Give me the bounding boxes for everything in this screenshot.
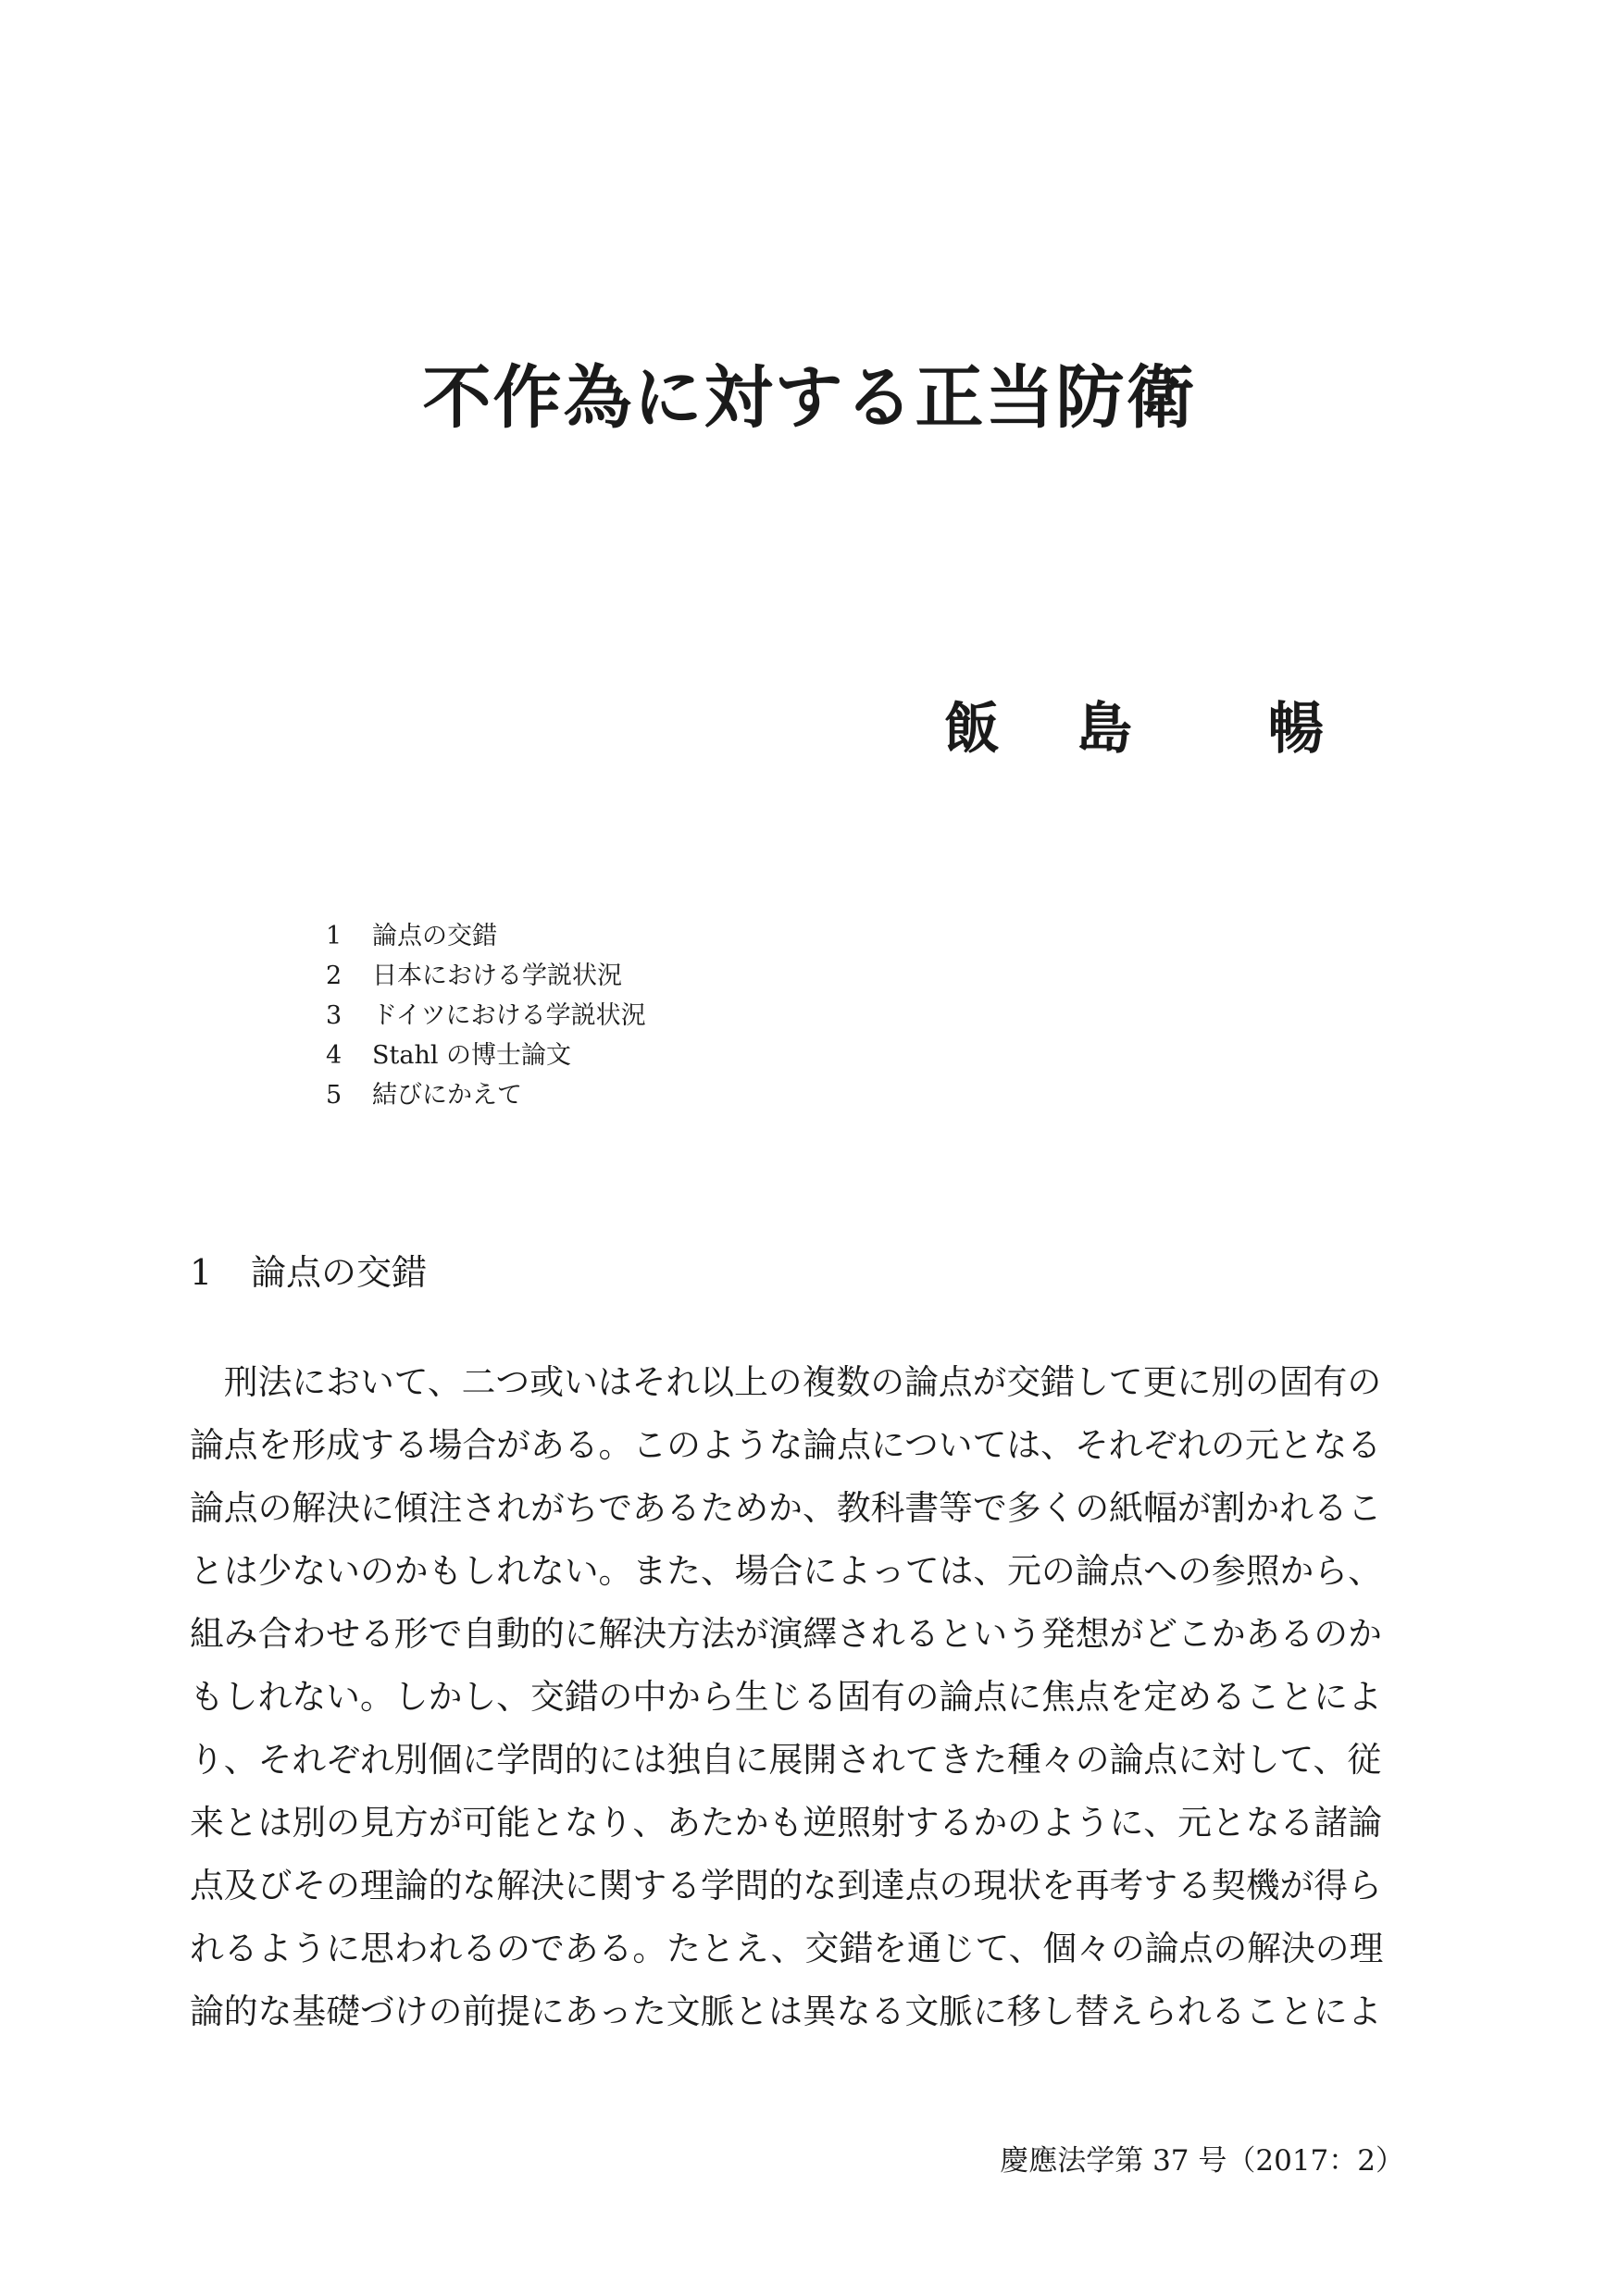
paragraph-line: とは少ないのかもしれない。また、場合によっては、元の論点への参照から、: [190, 1551, 1382, 1591]
toc-item-label: 日本における学説状況: [372, 962, 622, 990]
author-family-char-2: 島: [1077, 697, 1132, 762]
toc-item-number: 1: [326, 922, 342, 950]
toc-item: [326, 956, 646, 996]
toc-item-number: 5: [326, 1081, 342, 1110]
section-title: 論点の交錯: [251, 1252, 428, 1293]
toc-item: [326, 1075, 646, 1115]
toc-item-label: 結びにかえて: [372, 1081, 522, 1110]
paragraph-line: 組み合わせる形で自動的に解決方法が演繹されるという発想がどこかあるのか: [190, 1614, 1382, 1654]
paragraph-line: 論点を形成する場合がある。このような論点については、それぞれの元となる: [190, 1425, 1382, 1465]
body-paragraph: [190, 1351, 1430, 2043]
paragraph-line: もしれない。しかし、交錯の中から生じる固有の論点に焦点を定めることによ: [190, 1677, 1382, 1717]
toc-item-number: 2: [326, 962, 342, 990]
toc-item-label: Stahl の博士論文: [372, 1041, 572, 1070]
toc-item: [326, 996, 646, 1036]
journal-footer: 慶應法学第 37 号（2017：2）: [1000, 2144, 1404, 2178]
paragraph-line: れるように思われるのである。たとえ、交錯を通じて、個々の論点の解決の理: [190, 1929, 1384, 1968]
toc-item-label: ドイツにおける学説状況: [372, 1001, 646, 1030]
section-heading: [190, 1245, 427, 1300]
paragraph-line: 刑法において、二つ或いはそれ以上の複数の論点が交錯して更に別の固有の: [190, 1362, 1382, 1402]
toc-item-number: 4: [326, 1041, 342, 1070]
section-number: 1: [190, 1252, 213, 1293]
toc-item: [326, 916, 646, 956]
page-title: 不作為に対する正当防衛: [422, 358, 1197, 438]
toc-item-number: 3: [326, 1001, 342, 1030]
paragraph-line: 点及びその理論的な解決に関する学問的な到達点の現状を再考する契機が得ら: [190, 1866, 1382, 1905]
paragraph-line: 論的な基礎づけの前提にあった文脈とは異なる文脈に移し替えられることによ: [190, 1992, 1382, 2031]
paragraph-line: 論点の解決に傾注されがちであるためか、教科書等で多くの紙幅が割かれるこ: [190, 1488, 1382, 1528]
author-given-char: 暢: [1268, 697, 1324, 762]
toc-item-label: 論点の交錯: [372, 922, 497, 950]
paragraph-line: り、それぞれ別個に学問的には独自に展開されてきた種々の論点に対して、従: [190, 1740, 1382, 1780]
author-family-char-1: 飯: [944, 697, 1000, 762]
paragraph-line: 来とは別の見方が可能となり、あたかも逆照射するかのように、元となる諸論: [190, 1803, 1382, 1843]
table-of-contents: [326, 916, 646, 1115]
toc-item: [326, 1036, 646, 1075]
